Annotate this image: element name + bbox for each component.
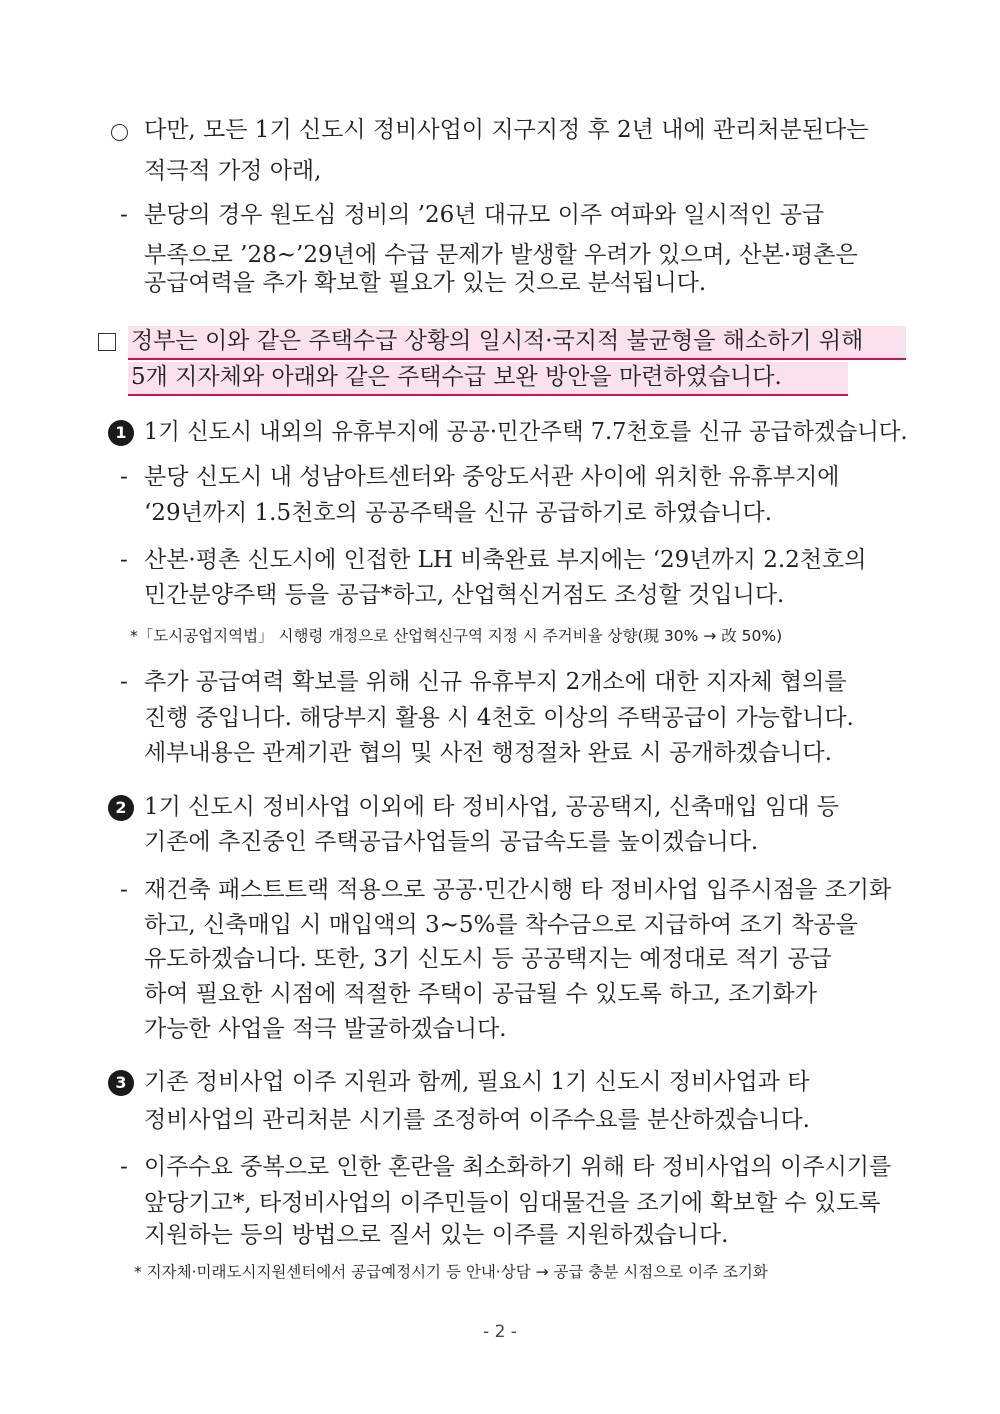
item2-line-2: 기존에 추진중인 주택공급사업들의 공급속도를 높이겠습니다. xyxy=(144,829,759,855)
item1-footnote: *「도시공업지역법」 시행령 개정으로 산업혁신구역 지정 시 주거비율 상향(現 30% → 改 50%) xyxy=(130,627,783,645)
para1-line-1: 다만, 모든 1기 신도시 정비사업이 지구지정 후 2년 내에 관리처분된다는 xyxy=(144,117,869,143)
item1-sub3-line-3: 세부내용은 관계기관 협의 및 사전 행정절차 완료 시 공개하겠습니다. xyxy=(144,740,832,766)
item1-sub1-line-2: ‘29년까지 1.5천호의 공공주택을 신규 공급하기로 하였습니다. xyxy=(144,500,773,526)
item1-sub2-line-2: 민간분양주택 등을 공급*하고, 산업혁신거점도 조성할 것입니다. xyxy=(144,582,785,608)
para2-line-2: 부족으로 ’28~’29년에 수급 문제가 발생할 우려가 있으며, 산본·평촌은 xyxy=(144,242,858,268)
item1-sub3-line-2: 진행 중입니다. 해당부지 활용 시 4천호 이상의 주택공급이 가능합니다. xyxy=(144,705,854,731)
para2-line-1: 분당의 경우 원도심 정비의 ’26년 대규모 이주 여파와 일시적인 공급 xyxy=(144,202,825,228)
item3-footnote: * 지자체·미래도시지원센터에서 공급예정시기 등 안내·상담 → 공급 충분 시점으로 이주 조기화 xyxy=(134,1263,768,1281)
item2-sub1-line-1: 재건축 패스트트랙 적용으로 공공·민간시행 타 정비사업 입주시점을 조기화 xyxy=(144,877,892,903)
item1-sub3-line-1: 추가 공급여력 확보를 위해 신규 유휴부지 2개소에 대한 지자체 협의를 xyxy=(144,669,847,695)
item2-line-1: 1기 신도시 정비사업 이외에 타 정비사업, 공공택지, 신축매입 임대 등 xyxy=(144,794,839,820)
highlight-line-2: 5개 지자체와 아래와 같은 주택수급 보완 방안을 마련하였습니다. xyxy=(131,364,782,390)
item2-sub1-line-3: 유도하겠습니다. 또한, 3기 신도시 등 공공택지는 예정대로 적기 공급 xyxy=(144,946,832,972)
dash-bullet: - xyxy=(120,202,128,228)
item2-sub1-line-2: 하고, 신축매입 시 매입액의 3~5%를 착수금으로 지급하여 조기 착공을 xyxy=(144,912,858,938)
page-number: - 2 - xyxy=(483,1322,517,1342)
item1-sub2-line-1: 산본·평촌 신도시에 인접한 LH 비축완료 부지에는 ‘29년까지 2.2천호의 xyxy=(144,547,867,573)
number-badge-3-icon: 3 xyxy=(108,1070,134,1096)
checkbox-square-icon xyxy=(98,333,116,351)
item3-sub1-line-2: 앞당기고*, 타정비사업의 이주민들이 임대물건을 조기에 확보할 수 있도록 xyxy=(144,1190,881,1216)
item1-headline: 1기 신도시 내외의 유휴부지에 공공·민간주택 7.7천호를 신규 공급하겠습니다. xyxy=(144,419,908,445)
number-badge-2-icon: 2 xyxy=(108,795,134,821)
item3-line-2: 정비사업의 관리처분 시기를 조정하여 이주수요를 분산하겠습니다. xyxy=(144,1107,810,1133)
highlight-line-1: 정부는 이와 같은 주택수급 상황의 일시적·국지적 불균형을 해소하기 위해 xyxy=(131,328,864,354)
item2-sub1-line-5: 가능한 사업을 적극 발굴하겠습니다. xyxy=(144,1016,507,1042)
number-badge-1-icon: 1 xyxy=(108,420,134,446)
dash-bullet: - xyxy=(120,669,128,695)
dash-bullet: - xyxy=(120,547,128,573)
item3-sub1-line-3: 지원하는 등의 방법으로 질서 있는 이주를 지원하겠습니다. xyxy=(144,1222,729,1248)
para1-line-2: 적극적 가정 아래, xyxy=(144,158,322,184)
dash-bullet: - xyxy=(120,1154,128,1180)
item3-sub1-line-1: 이주수요 중복으로 인한 혼란을 최소화하기 위해 타 정비사업의 이주시기를 xyxy=(144,1154,892,1180)
item1-sub1-line-1: 분당 신도시 내 성남아트센터와 중앙도서관 사이에 위치한 유휴부지에 xyxy=(144,464,840,490)
dash-bullet: - xyxy=(120,877,128,903)
circle-bullet-icon xyxy=(111,124,128,141)
item3-line-1: 기존 정비사업 이주 지원과 함께, 필요시 1기 신도시 정비사업과 타 xyxy=(144,1069,810,1095)
para2-line-3: 공급여력을 추가 확보할 필요가 있는 것으로 분석됩니다. xyxy=(144,270,707,296)
item2-sub1-line-4: 하여 필요한 시점에 적절한 주택이 공급될 수 있도록 하고, 조기화가 xyxy=(144,981,817,1007)
dash-bullet: - xyxy=(120,464,128,490)
